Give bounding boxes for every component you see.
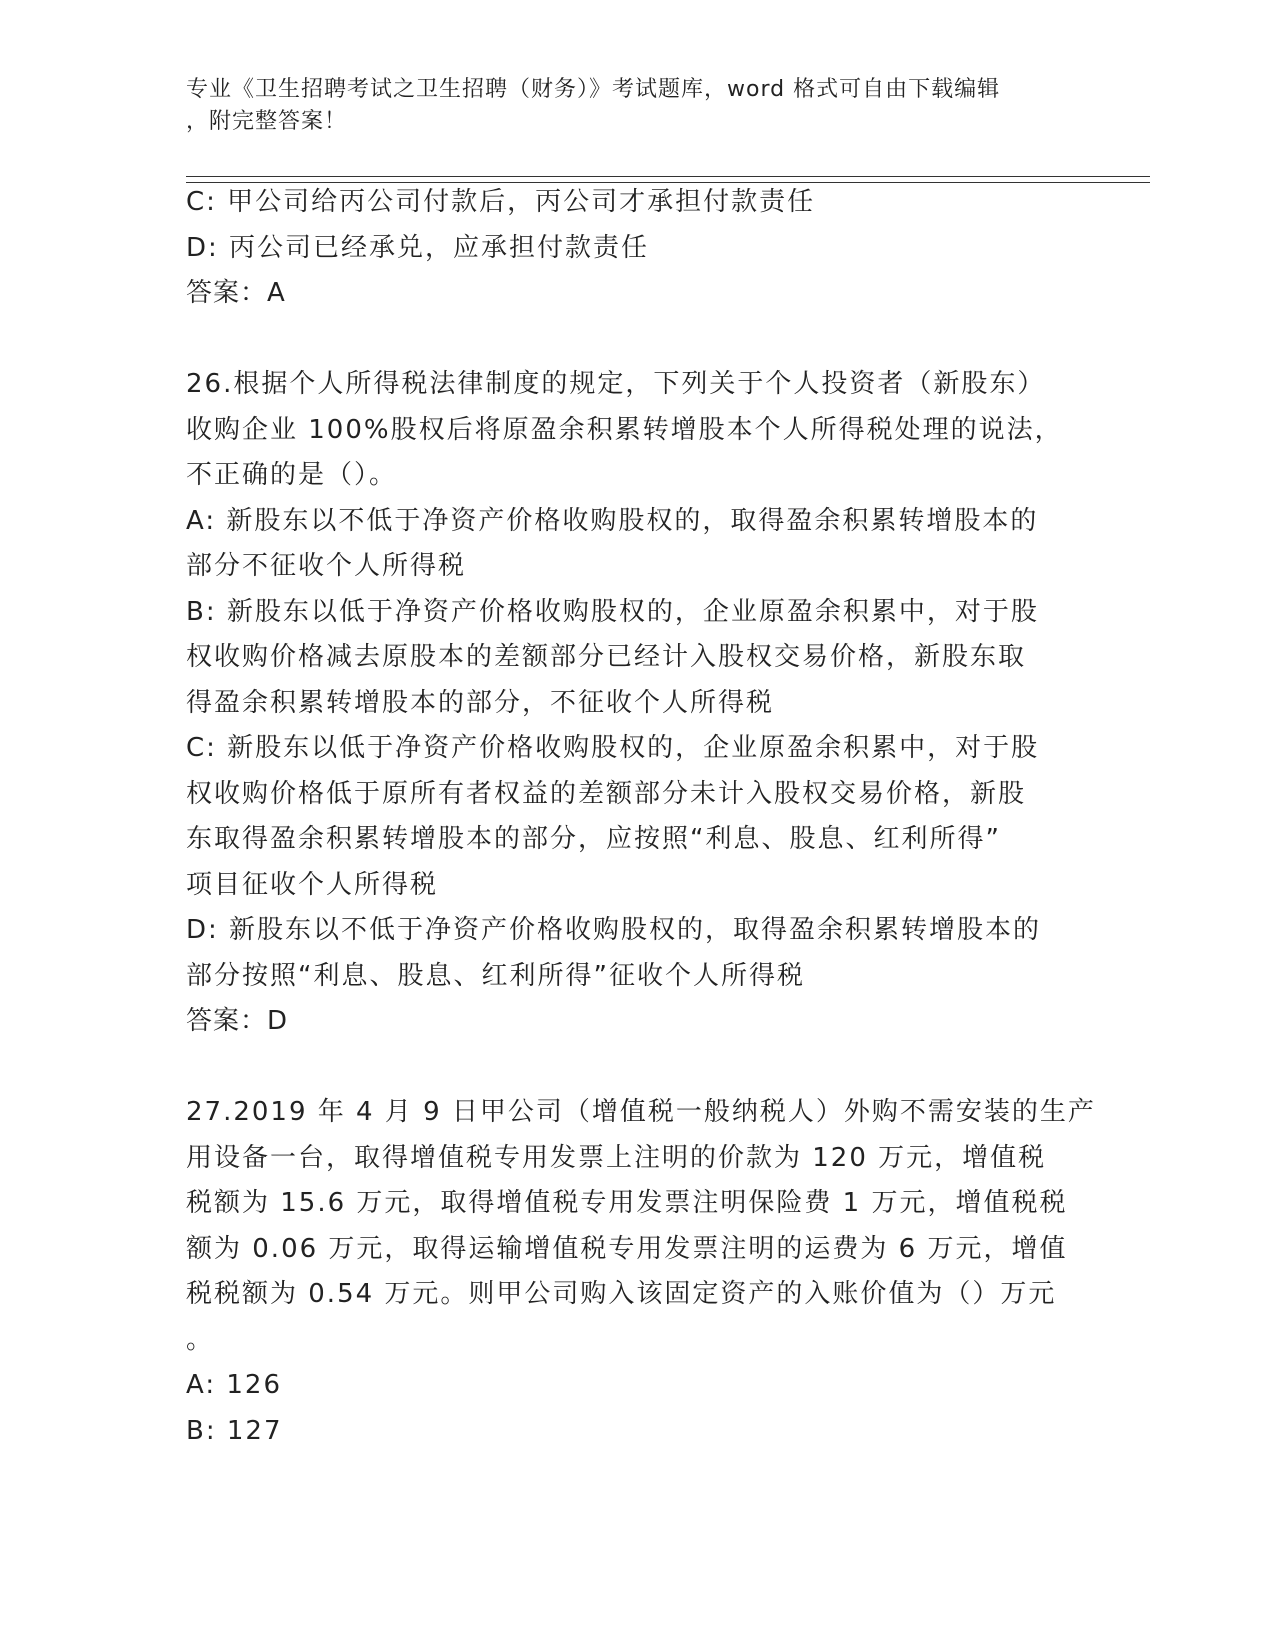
- header-divider-top: [186, 176, 1150, 177]
- q26-option-b-line: 权收购价格减去原股本的差额部分已经计入股权交易价格，新股东取: [186, 642, 1027, 672]
- q27-option-b: B: 127: [186, 1415, 283, 1446]
- q26-option-a: [186, 499, 1086, 590]
- q26-stem-line: 收购企业 100%股权后将原盈余积累转增股本个人所得税处理的说法，: [186, 414, 1063, 445]
- q26-stem-line: 不正确的是（）。: [186, 460, 398, 490]
- q27-stem-line: 税税额为 0.54 万元。则甲公司购入该固定资产的入账价值为（）万元: [186, 1279, 1057, 1309]
- q26-answer: 答案：D: [186, 1006, 289, 1036]
- q26-stem-line: 26.根据个人所得税法律制度的规定，下列关于个人投资者（新股东）: [186, 369, 1046, 399]
- q27-stem-line: 27.2019 年 4 月 9 日甲公司（增值税一般纳税人）外购不需安装的生产: [186, 1097, 1096, 1127]
- q26-option-d-line: 部分按照“利息、股息、红利所得”征收个人所得税: [186, 960, 805, 991]
- q26-option-c-line: 权收购价格低于原所有者权益的差额部分未计入股权交易价格，新股: [186, 778, 1027, 809]
- q26-option-c-line: 项目征收个人所得税: [186, 869, 439, 900]
- q26-option-d: [186, 908, 1086, 999]
- q26-option-b-line: B: 新股东以低于净资产价格收购股权的，企业原盈余积累中，对于股: [186, 596, 1039, 627]
- q27-stem-line: 税额为 15.6 万元，取得增值税专用发票注明保险费 1 万元，增值税税: [186, 1188, 1068, 1218]
- q26-option-a-line: A: 新股东以不低于净资产价格收购股权的，取得盈余积累转增股本的: [186, 505, 1039, 536]
- q27-option-a: A: 126: [186, 1370, 282, 1400]
- q27-stem-line: 用设备一台，取得增值税专用发票上注明的价款为 120 万元，增值税: [186, 1142, 1047, 1173]
- q26-option-c: [186, 726, 1086, 908]
- q25-option-d: D: 丙公司已经承兑，应承担付款责任: [186, 232, 650, 263]
- q27-stem-line: 。: [186, 1324, 215, 1355]
- q25-answer: 答案：A: [186, 278, 286, 308]
- q26-option-c-line: C: 新股东以低于净资产价格收购股权的，企业原盈余积累中，对于股: [186, 733, 1040, 763]
- q26-stem: [186, 362, 1086, 499]
- question-spacer: [186, 1045, 1086, 1091]
- header-line-1: 专业《卫生招聘考试之卫生招聘（财务）》考试题库，word 格式可自由下载编辑: [186, 77, 1001, 102]
- question-spacer: [186, 317, 1086, 363]
- q25-option-c: C: 甲公司给丙公司付款后，丙公司才承担付款责任: [186, 187, 816, 217]
- q27-stem-line: 额为 0.06 万元，取得运输增值税专用发票注明的运费为 6 万元，增值: [186, 1233, 1068, 1264]
- q27-stem: [186, 1090, 1096, 1363]
- q26-option-b-line: 得盈余积累转增股本的部分，不征收个人所得税: [186, 687, 775, 718]
- q26-option-c-line: 东取得盈余积累转增股本的部分，应按照“利息、股息、红利所得”: [186, 824, 1001, 854]
- q26-option-a-line: 部分不征收个人所得税: [186, 551, 467, 581]
- question-content: [186, 180, 1096, 1454]
- q26-option-d-line: D: 新股东以不低于净资产价格收购股权的，取得盈余积累转增股本的: [186, 915, 1042, 945]
- header-line-2: ，附完整答案！: [186, 109, 348, 134]
- q26-option-b: [186, 590, 1086, 727]
- document-header: [186, 74, 1086, 138]
